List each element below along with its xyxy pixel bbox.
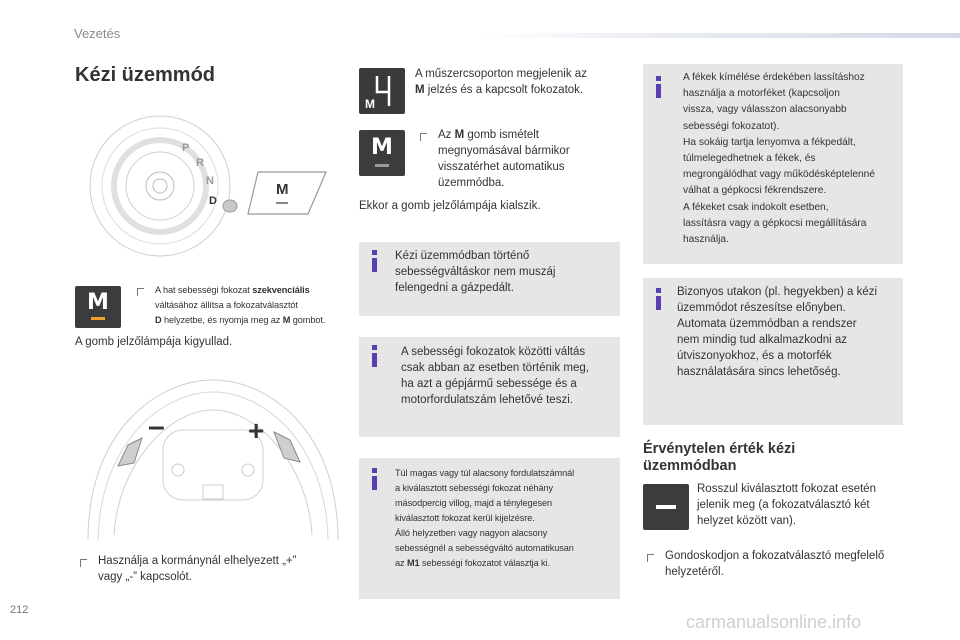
m-button-lit-icon: M (75, 286, 121, 328)
cluster-m4-display-icon (359, 68, 405, 114)
sequential-note: A hat sebességi fokozat szekvenciális váltásához állítsa a fokozatválasztót D helyzetbe, és nyomja meg az M gombot. (155, 285, 326, 325)
lamp-off-text: Ekkor a gomb jelzőlámpája kialszik. (359, 200, 541, 212)
checkbox-bullet-icon (420, 133, 427, 141)
paddle-instruction: Használja a kormánynál elhelyezett „+” vagy „-” kapcsolót. (98, 555, 297, 583)
info-box-brakes: A fékek kímélése érdekében lassításhoz használja a motorféket (kapcsoljon vissza, vagy válasszon alacsonyabb sebességi fokozatot). Ha sokáig tartja lenyomva a fékpedált, túlmelegedhetnek a fékek, és megrongálódhat vagy működésképtelenné válhat a gépkocsi fékrendszere. A fékeket csak indokolt esetben, lassításra vagy a gépkocsi megállítására használja. (643, 64, 903, 264)
page-title: Kézi üzemmód (75, 64, 216, 86)
svg-text:M: M (365, 97, 375, 111)
wheel-minus: – (148, 410, 165, 443)
section-subtitle: Érvénytelen érték kézi üzemmódban (643, 441, 796, 474)
section-header: Vezetés (74, 26, 121, 41)
knob-letter-r: R (196, 157, 204, 169)
gear-selector-illustration (80, 108, 330, 258)
checkbox-bullet-icon (137, 288, 144, 296)
knob-m-label: M (276, 181, 289, 198)
checkbox-bullet-icon (647, 554, 654, 562)
m-button-unlit-icon: M (359, 130, 405, 176)
cluster-text: A műszercsoporton megjelenik az M jelzés és a kapcsolt fokozatok. (415, 68, 587, 96)
dash-display-icon (643, 484, 689, 530)
info-box-throttle: Kézi üzemmódban történő sebességváltáskor nem muszáj felengedni a gázpedált. (359, 242, 620, 316)
wheel-plus: + (248, 415, 265, 446)
info-box-speed: A sebességi fokozatok közötti váltás csak abban az esetben történik meg, ha azt a gépjármű sebessége és a motorfordulatszám lehetővé teszi. (359, 337, 620, 437)
steering-wheel-illustration (78, 370, 348, 545)
knob-letter-d: D (209, 195, 217, 207)
knob-letter-p: P (182, 142, 190, 154)
knob-letter-n: N (206, 175, 214, 187)
checkbox-bullet-icon (80, 559, 87, 567)
watermark: carmanualsonline.info (686, 612, 862, 632)
page-number: 212 (10, 604, 29, 616)
info-box-rpm: Túl magas vagy túl alacsony fordulatszámnál a kiválasztott sebességi fokozat néhány másodpercig villog, majd a ténylegesen kiválasztott fokozat kerül kijelzésre. Álló helyzetben vagy nagyon alacsony sebességnél a sebességváltó automatikusan az M1 sebességi fokozatot választja ki. (359, 458, 620, 599)
fix-selector-text: Gondoskodjon a fokozatválasztó megfelelő helyzetéről. (665, 550, 885, 578)
invalid-value-text: Rosszul kiválasztott fokozat esetén jelenik meg (a fokozatválasztó két helyzet között van). (697, 483, 876, 527)
header-rule (480, 33, 960, 38)
lamp-on-text: A gomb jelzőlámpája kigyullad. (75, 336, 233, 348)
info-box-mountain: Bizonyos utakon (pl. hegyekben) a kézi üzemmódot részesítse előnyben. Automata üzemmódban a rendszer nem mindig tud alkalmazkodni az útviszonyokhoz, és a motorfék használatására sincs lehetőség. (643, 278, 903, 425)
repeat-press-text: Az M gomb ismételt megnyomásával bármikor visszatérhet automatikus üzemmódba. (438, 129, 570, 189)
